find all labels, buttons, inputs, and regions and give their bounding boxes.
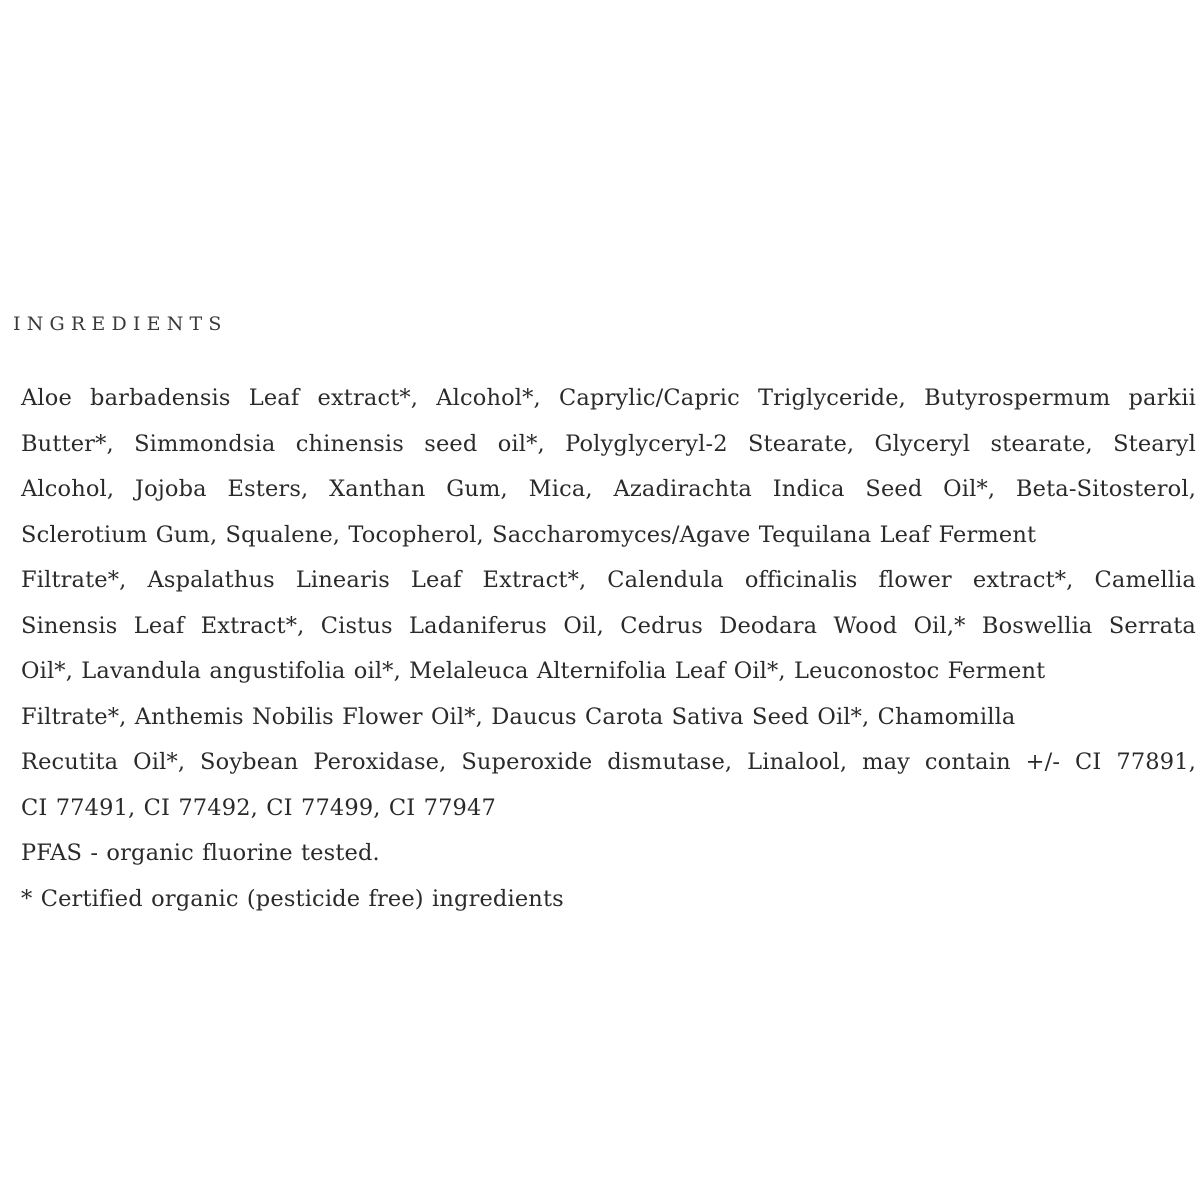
ingredients-heading: INGREDIENTS xyxy=(13,313,228,335)
pfas-note: PFAS - organic fluorine tested. xyxy=(21,840,380,866)
ingredients-line: Sinensis Leaf Extract*, Cistus Ladaniferus Oil, Cedrus Deodara Wood Oil,* Boswellia Serrata xyxy=(21,612,1196,639)
ingredients-line: Sclerotium Gum, Squalene, Tocopherol, Saccharomyces/Agave Tequilana Leaf Ferment xyxy=(21,521,1037,548)
ingredients-line: Butter*, Simmondsia chinensis seed oil*, Polyglyceryl-2 Stearate, Glyceryl stearate, Stearyl xyxy=(21,430,1196,457)
ingredients-line: Aloe barbadensis Leaf extract*, Alcohol*, Caprylic/Capric Triglyceride, Butyrospermum parkii xyxy=(21,385,1196,411)
certified-organic-note: * Certified organic (pesticide free) ingredients xyxy=(21,885,564,912)
ingredients-line: Recutita Oil*, Soybean Peroxidase, Superoxide dismutase, Linalool, may contain +/- CI 77891, xyxy=(21,749,1196,775)
ingredients-content xyxy=(21,376,1196,922)
ingredients-line: Alcohol, Jojoba Esters, Xanthan Gum, Mica, Azadirachta Indica Seed Oil*, Beta-Sitosterol, xyxy=(21,476,1196,502)
ingredients-line: CI 77491, CI 77492, CI 77499, CI 77947 xyxy=(21,794,496,821)
ingredients-line: Oil*, Lavandula angustifolia oil*, Melaleuca Alternifolia Leaf Oil*, Leuconostoc Ferment xyxy=(21,658,1046,684)
ingredients-line: Filtrate*, Anthemis Nobilis Flower Oil*, Daucus Carota Sativa Seed Oil*, Chamomilla xyxy=(21,703,1016,730)
ingredients-line: Filtrate*, Aspalathus Linearis Leaf Extract*, Calendula officinalis flower extract*, Camellia xyxy=(21,567,1196,593)
